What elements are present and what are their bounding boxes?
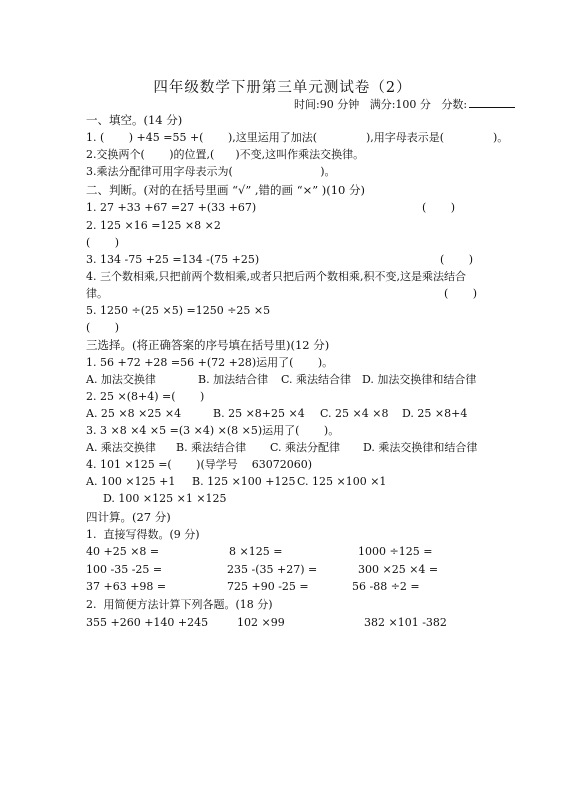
- calc-item: 56 -88 ÷2 =: [352, 580, 420, 593]
- q4-option-b: B. 125 ×100 +125: [192, 475, 296, 488]
- calc-item: 40 +25 ×8 =: [86, 545, 160, 558]
- q4-option-d: D. 100 ×125 ×1 ×125: [103, 492, 227, 505]
- q2-option-a: A. 25 ×8 ×25 ×4: [86, 407, 182, 420]
- section3-heading: 三选择。(将正确答案的序号填在括号里)(12 分): [86, 338, 330, 352]
- q4-option-a: A. 100 ×125 +1: [86, 475, 176, 488]
- section1-q2: 2.交换两个( )的位置,( )不变,这叫作乘法交换律。: [86, 148, 365, 161]
- calc-item: 8 ×125 =: [229, 545, 283, 558]
- time-label: 时间:90 分钟: [294, 98, 360, 111]
- calc-item: 37 +63 +98 =: [86, 580, 167, 593]
- score-label: 分数:: [441, 98, 468, 111]
- section3-q3: 3. 3 ×8 ×4 ×5 =(3 ×4) ×(8 ×5)运用了( )。: [86, 424, 340, 437]
- q1-option-c: C. 乘法结合律: [281, 373, 352, 386]
- section1-q3: 3.乘法分配律可用字母表示为( )。: [86, 165, 336, 178]
- section2-q2: 2. 125 ×16 =125 ×8 ×2: [86, 219, 221, 232]
- section2-q5-paren: ( ): [86, 321, 120, 334]
- section1-heading: 一、填空。(14 分): [86, 113, 183, 127]
- q1-option-d: D. 加法交换律和结合律: [362, 373, 477, 386]
- section2-q4-line1: 4. 三个数相乘,只把前两个数相乘,或者只把后两个数相乘,积不变,这是乘法结合: [86, 270, 466, 283]
- calc-item: 300 ×25 ×4 =: [358, 563, 439, 576]
- section2-q1-paren: ( ): [422, 201, 456, 214]
- q1-option-a: A. 加法交换律: [86, 373, 156, 386]
- calc-item: 725 +90 -25 =: [227, 580, 309, 593]
- section2-heading: 二、判断。(对的在括号里画 “√” ,错的画 “×” )(10 分): [86, 183, 365, 197]
- q3-option-c: C. 乘法分配律: [270, 441, 341, 454]
- full-score-label: 满分:100 分: [369, 98, 431, 111]
- simplify-item: 382 ×101 -382: [364, 616, 447, 629]
- calc-item: 235 -(35 +27) =: [227, 563, 318, 576]
- section2-q1: 1. 27 +33 +67 =27 +(33 +67): [86, 201, 257, 214]
- section2-q5: 5. 1250 ÷(25 ×5) =1250 ÷25 ×5: [86, 304, 271, 317]
- section3-q2: 2. 25 ×(8+4) =( ): [86, 390, 205, 403]
- q3-option-b: B. 乘法结合律: [176, 441, 247, 454]
- simplify-item: 102 ×99: [237, 616, 285, 629]
- section3-q4: 4. 101 ×125 =( )(导学号 63072060): [86, 458, 313, 471]
- section2-q3: 3. 134 -75 +25 =134 -(75 +25): [86, 253, 260, 266]
- q2-option-b: B. 25 ×8+25 ×4: [213, 407, 305, 420]
- section1-q1: 1. ( ) +45 =55 +( ),这里运用了加法( ),用字母表示是( )。: [86, 131, 509, 144]
- section2-q4-paren: ( ): [444, 287, 478, 300]
- section4-sub2: 2. 用简便方法计算下列各题。(18 分): [86, 598, 273, 611]
- q2-option-c: C. 25 ×4 ×8: [320, 407, 389, 420]
- q3-option-a: A. 乘法交换律: [86, 441, 156, 454]
- section4-heading: 四计算。(27 分): [86, 510, 171, 524]
- page-title: 四年级数学下册第三单元测试卷（2）: [153, 80, 412, 96]
- score-blank: [469, 97, 515, 108]
- q3-option-d: D. 乘法交换律和结合律: [363, 441, 478, 454]
- section2-q3-paren: ( ): [440, 253, 474, 266]
- q2-option-d: D. 25 ×8+4: [402, 407, 468, 420]
- section2-q2-paren: ( ): [86, 236, 120, 249]
- calc-item: 100 -35 -25 =: [86, 563, 163, 576]
- section3-q1: 1. 56 +72 +28 =56 +(72 +28)运用了( )。: [86, 356, 334, 369]
- exam-meta: [294, 96, 515, 112]
- q4-option-c: C. 125 ×100 ×1: [297, 475, 387, 488]
- q1-option-b: B. 加法结合律: [198, 373, 269, 386]
- section2-q4-line2: 律。: [86, 287, 108, 300]
- calc-item: 1000 ÷125 =: [358, 545, 433, 558]
- section4-sub1: 1. 直接写得数。(9 分): [86, 528, 200, 541]
- simplify-item: 355 +260 +140 +245: [86, 616, 209, 629]
